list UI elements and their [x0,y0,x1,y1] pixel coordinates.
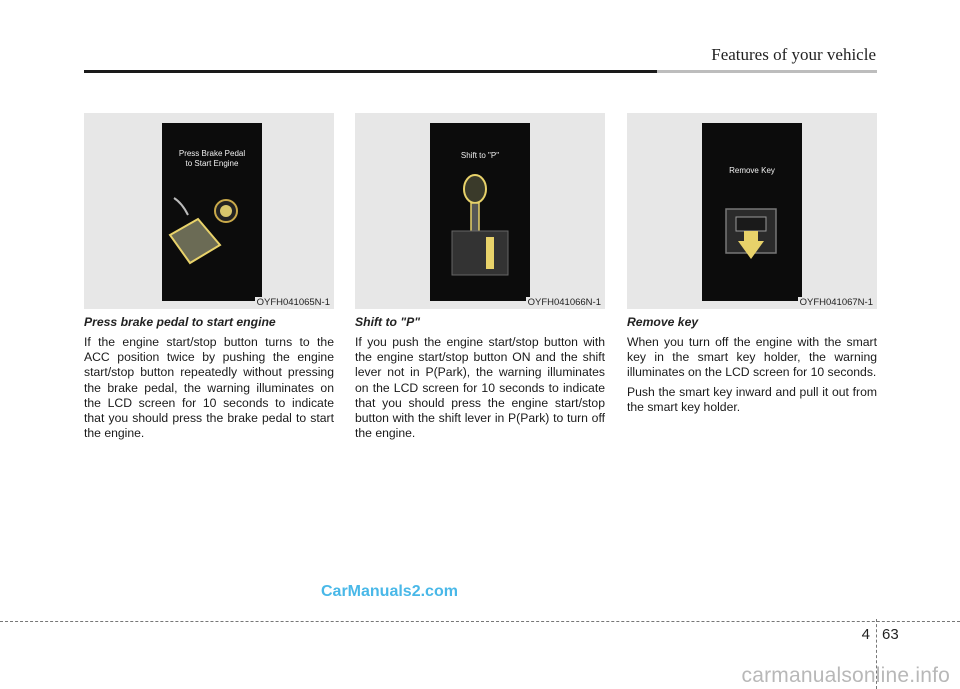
figure-code: OYFH041067N-1 [799,297,873,308]
lcd-screen [430,123,530,301]
lcd-screen [162,123,262,301]
chapter-number: 4 [861,626,870,643]
section-heading: Shift to "P" [355,315,421,329]
section-brake-pedal [84,315,334,445]
lcd-message: Remove Key [729,166,775,175]
key-holder-icon [702,123,802,301]
illustration-remove-key [627,113,877,309]
page-number: 63 [882,626,899,643]
section-heading: Remove key [627,315,699,329]
lcd-message: Press Brake Pedal to Start Engine [178,149,246,168]
header-rule [84,70,657,73]
footer-divider [0,621,960,622]
brake-pedal-icon [162,123,262,301]
header-rule-light [657,70,877,73]
illustration-shift-lever [355,113,605,309]
header-title: Features of your vehicle [711,45,876,64]
section-remove-key [627,315,877,419]
lcd-message: Shift to "P" [460,151,500,160]
site-watermark: carmanualsonline.info [741,664,950,687]
section-paragraph: When you turn off the engine with the smart key in the smart key holder, the warning illuminates on the LCD screen for 10 seconds. [627,335,877,380]
section-heading: Press brake pedal to start engine [84,315,276,329]
section-paragraph: If you push the engine start/stop button with the engine start/stop button ON and the shift lever not in P(Park), the warning illuminates on the LCD screen for 10 seconds to indicate that you should press the engine start/stop button with the shift lever in P(Park) to turn off the engine. [355,335,605,441]
carmanuals-watermark-link[interactable]: CarManuals2.com [321,583,458,600]
illustration-brake-pedal [84,113,334,309]
section-shift-to-p [355,315,605,445]
lcd-screen [702,123,802,301]
figure-code: OYFH041065N-1 [256,297,330,308]
shift-lever-icon [430,123,530,301]
figure-code: OYFH041066N-1 [527,297,601,308]
section-paragraph: If the engine start/stop button turns to the ACC position twice by pushing the engine start/stop button repeatedly without pressing the brake pedal, the warning illuminates on the LCD screen for 10 seconds to indicate that you should press the brake pedal to start the engine. [84,335,334,441]
section-paragraph: Push the smart key inward and pull it out from the smart key holder. [627,384,877,414]
